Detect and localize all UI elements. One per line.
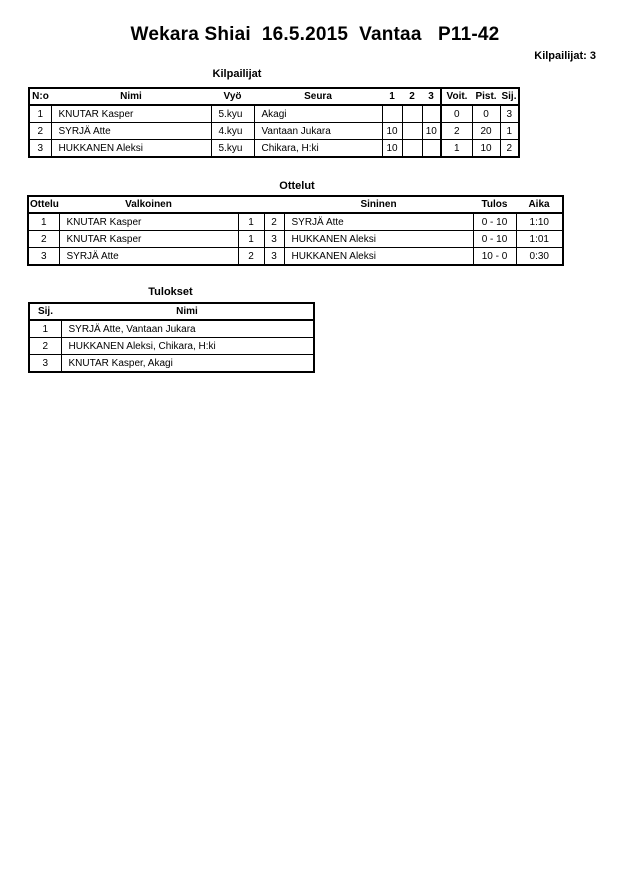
competitors-section-title: Kilpailijat [212,68,262,80]
round-1-score [382,105,402,123]
col-header-belt: Vyö [211,88,254,105]
match-number: 1 [28,213,59,231]
competitor-club: Chikara, H:ki [254,140,382,158]
match-row [28,248,563,266]
match-time: 0:30 [516,248,563,266]
page-title: Wekara Shiai 16.5.2015 Vantaa P11-42 [130,24,500,45]
col-header-match-number: Ottelu [28,196,59,213]
col-header-time: Aika [516,196,563,213]
competitor-row [29,105,519,123]
match-number: 3 [28,248,59,266]
competitor-club: Akagi [254,105,382,123]
white-player-number: 1 [238,213,264,231]
match-number: 2 [28,231,59,248]
result-rank: 1 [29,320,61,338]
competitor-wins: 0 [441,105,472,123]
match-result: 0 - 10 [473,231,516,248]
matches-header-row [28,196,563,213]
round-2-score [402,123,422,140]
competitor-number: 2 [29,123,51,140]
col-header-name: Nimi [51,88,211,105]
competitor-row [29,140,519,158]
competitor-number: 1 [29,105,51,123]
match-time: 1:01 [516,231,563,248]
col-header-points: Pist. [472,88,500,105]
competitor-points: 10 [472,140,500,158]
col-header-rank: Sij. [500,88,519,105]
col-header-round-1: 1 [382,88,402,105]
col-header-name: Nimi [61,303,314,320]
white-player-name: KNUTAR Kasper [59,231,238,248]
col-header-result: Tulos [473,196,516,213]
white-player-name: KNUTAR Kasper [59,213,238,231]
col-header-club: Seura [254,88,382,105]
competitor-name: HUKKANEN Aleksi [51,140,211,158]
blue-player-name: HUKKANEN Aleksi [284,248,473,266]
match-result: 0 - 10 [473,213,516,231]
round-2-score [402,140,422,158]
col-header-round-2: 2 [402,88,422,105]
competitor-belt: 4.kyu [211,123,254,140]
matches-section-title: Ottelut [279,180,315,192]
results-table [28,302,315,373]
col-header-blue-number [264,196,284,213]
col-header-wins: Voit. [441,88,472,105]
match-result: 10 - 0 [473,248,516,266]
white-player-number: 2 [238,248,264,266]
blue-player-number: 3 [264,231,284,248]
white-player-number: 1 [238,231,264,248]
blue-player-name: SYRJÄ Atte [284,213,473,231]
competitors-header-row [29,88,519,105]
competitor-name: SYRJÄ Atte [51,123,211,140]
blue-player-number: 2 [264,213,284,231]
competitor-wins: 2 [441,123,472,140]
matches-table [27,195,564,266]
result-rank: 3 [29,355,61,373]
col-header-blue: Sininen [284,196,473,213]
competitor-belt: 5.kyu [211,140,254,158]
result-name: SYRJÄ Atte, Vantaan Jukara [61,320,314,338]
match-row [28,213,563,231]
result-rank: 2 [29,338,61,355]
match-row [28,231,563,248]
round-3-score [422,140,441,158]
competitors-table [28,87,520,158]
round-1-score: 10 [382,140,402,158]
round-1-score: 10 [382,123,402,140]
result-name: KNUTAR Kasper, Akagi [61,355,314,373]
match-time: 1:10 [516,213,563,231]
col-header-rank: Sij. [29,303,61,320]
round-3-score [422,105,441,123]
round-3-score: 10 [422,123,441,140]
competitor-name: KNUTAR Kasper [51,105,211,123]
competitor-number: 3 [29,140,51,158]
competitor-points: 20 [472,123,500,140]
competitors-count: Kilpailijat: 3 [534,50,596,62]
competitor-row [29,123,519,140]
col-header-white: Valkoinen [59,196,238,213]
results-header-row [29,303,314,320]
competitor-points: 0 [472,105,500,123]
white-player-name: SYRJÄ Atte [59,248,238,266]
blue-player-number: 3 [264,248,284,266]
competitor-rank: 3 [500,105,519,123]
competitor-rank: 2 [500,140,519,158]
result-row [29,338,314,355]
col-header-white-number [238,196,264,213]
results-section-title: Tulokset [148,286,193,298]
result-row [29,320,314,338]
competitor-club: Vantaan Jukara [254,123,382,140]
competitor-rank: 1 [500,123,519,140]
competitor-belt: 5.kyu [211,105,254,123]
result-name: HUKKANEN Aleksi, Chikara, H:ki [61,338,314,355]
col-header-number: N:o [29,88,51,105]
col-header-round-3: 3 [422,88,441,105]
competitor-wins: 1 [441,140,472,158]
result-row [29,355,314,373]
round-2-score [402,105,422,123]
blue-player-name: HUKKANEN Aleksi [284,231,473,248]
